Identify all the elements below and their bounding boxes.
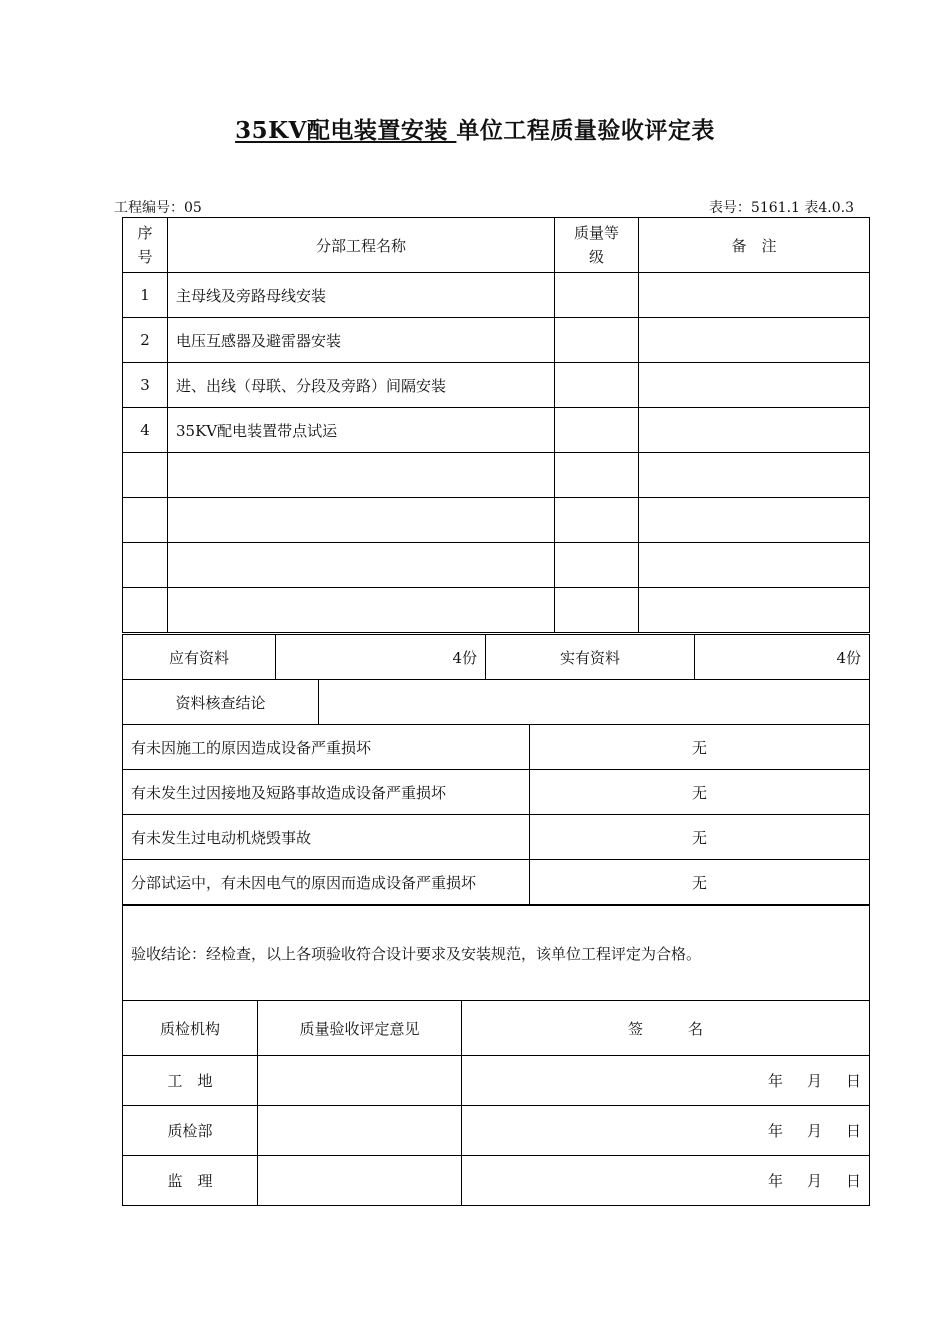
org-name: 质检部 <box>123 1106 258 1156</box>
table-row <box>123 453 870 498</box>
check-row <box>123 815 870 860</box>
signature-row <box>123 1156 870 1206</box>
table-row <box>123 543 870 588</box>
actual-docs-value[interactable]: 4份 <box>695 635 870 680</box>
row-remark[interactable] <box>639 318 870 363</box>
check-question: 有未发生过因接地及短路事故造成设备严重损坏 <box>123 770 530 815</box>
row-name[interactable] <box>168 543 555 588</box>
acceptance-conclusion: 验收结论：经检查，以上各项验收符合设计要求及安装规范，该单位工程评定为合格。 <box>123 906 870 1001</box>
form-number: 表号：5161.1 表4.0.3 <box>708 200 854 216</box>
row-seq <box>123 498 168 543</box>
header-org: 质检机构 <box>123 1001 258 1056</box>
signature-date-cell[interactable] <box>462 1156 870 1206</box>
table-row <box>123 318 870 363</box>
year-label: 年 <box>767 1172 783 1190</box>
opinion-cell[interactable] <box>258 1106 462 1156</box>
year-label: 年 <box>767 1122 783 1140</box>
row-remark[interactable] <box>639 498 870 543</box>
header-signature: 签 名 <box>462 1001 870 1056</box>
header-opinion: 质量验收评定意见 <box>258 1001 462 1056</box>
day-label: 日 <box>845 1172 861 1190</box>
table-row <box>123 588 870 633</box>
month-label: 月 <box>806 1172 822 1190</box>
table-header-row <box>123 218 870 273</box>
signature-row <box>123 1106 870 1156</box>
row-remark[interactable] <box>639 453 870 498</box>
required-docs-label: 应有资料 <box>123 635 276 680</box>
row-name[interactable] <box>168 498 555 543</box>
document-count-table <box>122 634 870 680</box>
row-seq: 1 <box>123 273 168 318</box>
table-row <box>123 408 870 453</box>
row-name: 主母线及旁路母线安装 <box>168 273 555 318</box>
row-name: 电压互感器及避雷器安装 <box>168 318 555 363</box>
check-question: 有未因施工的原因造成设备严重损坏 <box>123 725 530 770</box>
required-docs-value[interactable]: 4份 <box>276 635 486 680</box>
row-remark[interactable] <box>639 408 870 453</box>
row-grade[interactable] <box>555 453 639 498</box>
acceptance-conclusion-table <box>122 905 870 1001</box>
check-row <box>123 725 870 770</box>
row-seq <box>123 453 168 498</box>
row-remark[interactable] <box>639 543 870 588</box>
day-label: 日 <box>845 1122 861 1140</box>
title-rest: 单位工程质量验收评定表 <box>456 117 715 144</box>
row-name[interactable] <box>168 453 555 498</box>
header-grade: 质量等级 <box>555 218 639 273</box>
header-seq: 序号 <box>123 218 168 273</box>
review-conclusion-table <box>122 679 870 725</box>
row-grade[interactable] <box>555 543 639 588</box>
signature-date-cell[interactable] <box>462 1056 870 1106</box>
row-grade[interactable] <box>555 318 639 363</box>
row-seq <box>123 543 168 588</box>
damage-check-table <box>122 724 870 905</box>
signature-table <box>122 1000 870 1206</box>
signature-header-row <box>123 1001 870 1056</box>
page-title <box>0 112 950 145</box>
org-name: 监 理 <box>123 1156 258 1206</box>
month-label: 月 <box>806 1072 822 1090</box>
row-name[interactable] <box>168 588 555 633</box>
row-name: 35KV配电装置带点试运 <box>168 408 555 453</box>
opinion-cell[interactable] <box>258 1056 462 1106</box>
row-grade[interactable] <box>555 363 639 408</box>
check-row <box>123 860 870 905</box>
title-underlined-part: 35KV配电装置安装 <box>235 117 457 144</box>
check-answer[interactable]: 无 <box>530 725 870 770</box>
row-remark[interactable] <box>639 363 870 408</box>
check-question: 有未发生过电动机烧毁事故 <box>123 815 530 860</box>
row-grade[interactable] <box>555 273 639 318</box>
check-row <box>123 770 870 815</box>
row-grade[interactable] <box>555 408 639 453</box>
table-row <box>123 498 870 543</box>
table-row <box>123 273 870 318</box>
row-seq: 2 <box>123 318 168 363</box>
check-answer[interactable]: 无 <box>530 815 870 860</box>
row-name: 进、出线（母联、分段及旁路）间隔安装 <box>168 363 555 408</box>
opinion-cell[interactable] <box>258 1156 462 1206</box>
row-remark[interactable] <box>639 273 870 318</box>
check-answer[interactable]: 无 <box>530 770 870 815</box>
row-seq: 3 <box>123 363 168 408</box>
table-row <box>123 363 870 408</box>
row-grade[interactable] <box>555 588 639 633</box>
org-name: 工 地 <box>123 1056 258 1106</box>
header-remark: 备 注 <box>639 218 870 273</box>
year-label: 年 <box>767 1072 783 1090</box>
row-seq: 4 <box>123 408 168 453</box>
month-label: 月 <box>806 1122 822 1140</box>
project-number: 工程编号：05 <box>114 200 202 216</box>
day-label: 日 <box>845 1072 861 1090</box>
check-question: 分部试运中，有未因电气的原因而造成设备严重损坏 <box>123 860 530 905</box>
actual-docs-label: 实有资料 <box>486 635 695 680</box>
header-name: 分部工程名称 <box>168 218 555 273</box>
row-grade[interactable] <box>555 498 639 543</box>
review-label: 资料核查结论 <box>123 680 319 725</box>
row-remark[interactable] <box>639 588 870 633</box>
signature-date-cell[interactable] <box>462 1106 870 1156</box>
signature-row <box>123 1056 870 1106</box>
check-answer[interactable]: 无 <box>530 860 870 905</box>
review-value[interactable] <box>319 680 870 725</box>
row-seq <box>123 588 168 633</box>
sub-project-table <box>122 217 870 633</box>
